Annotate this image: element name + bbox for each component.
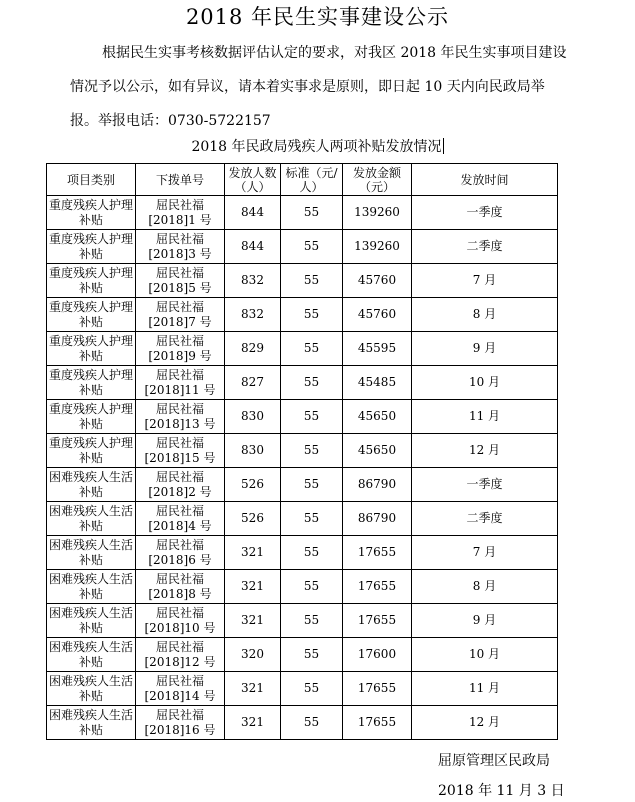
issuing-organization: 屈原管理区民政局 xyxy=(438,753,550,769)
cell-category: 困难残疾人生活补贴 xyxy=(47,604,136,638)
header-count: 发放人数（人） xyxy=(225,164,281,196)
cell-count: 832 xyxy=(225,298,281,332)
subsidy-table xyxy=(46,163,558,740)
cell-standard: 55 xyxy=(281,604,343,638)
cell-category: 重度残疾人护理补贴 xyxy=(47,400,136,434)
cell-doc-number: 屈民社福[2018]8 号 xyxy=(136,570,225,604)
header-standard: 标准（元/人） xyxy=(281,164,343,196)
cell-count: 827 xyxy=(225,366,281,400)
cell-time: 二季度 xyxy=(412,502,558,536)
table-subtitle xyxy=(0,138,635,156)
cell-category: 重度残疾人护理补贴 xyxy=(47,230,136,264)
cell-category: 重度残疾人护理补贴 xyxy=(47,264,136,298)
cell-time: 一季度 xyxy=(412,196,558,230)
cell-count: 830 xyxy=(225,434,281,468)
table-row xyxy=(47,366,558,400)
cell-amount: 45760 xyxy=(343,298,412,332)
cell-count: 829 xyxy=(225,332,281,366)
cell-count: 830 xyxy=(225,400,281,434)
cell-category: 困难残疾人生活补贴 xyxy=(47,468,136,502)
table-row xyxy=(47,638,558,672)
cell-standard: 55 xyxy=(281,264,343,298)
cell-time: 9 月 xyxy=(412,604,558,638)
cell-standard: 55 xyxy=(281,366,343,400)
table-row xyxy=(47,468,558,502)
cell-category: 重度残疾人护理补贴 xyxy=(47,332,136,366)
table-row xyxy=(47,434,558,468)
header-time: 发放时间 xyxy=(412,164,558,196)
cell-amount: 86790 xyxy=(343,468,412,502)
cell-count: 321 xyxy=(225,604,281,638)
cell-standard: 55 xyxy=(281,298,343,332)
intro-paragraph: 根据民生实事考核数据评估认定的要求，对我区 2018 年民生实事项目建设情况予以公示，如有异议，请本着实事求是原则，即日起 10 天内向民政局举报。举报电话：0730-5722157 xyxy=(70,45,567,129)
cell-time: 10 月 xyxy=(412,366,558,400)
cell-category: 困难残疾人生活补贴 xyxy=(47,502,136,536)
cell-amount: 17655 xyxy=(343,536,412,570)
cell-category: 困难残疾人生活补贴 xyxy=(47,570,136,604)
cell-standard: 55 xyxy=(281,400,343,434)
text-cursor xyxy=(443,138,444,154)
cell-amount: 17655 xyxy=(343,672,412,706)
cell-standard: 55 xyxy=(281,434,343,468)
cell-time: 12 月 xyxy=(412,706,558,740)
cell-time: 7 月 xyxy=(412,264,558,298)
cell-category: 困难残疾人生活补贴 xyxy=(47,706,136,740)
cell-doc-number: 屈民社福[2018]9 号 xyxy=(136,332,225,366)
cell-doc-number: 屈民社福[2018]15 号 xyxy=(136,434,225,468)
cell-time: 9 月 xyxy=(412,332,558,366)
cell-time: 一季度 xyxy=(412,468,558,502)
issue-date: 2018 年 11 月 3 日 xyxy=(438,783,565,799)
cell-amount: 86790 xyxy=(343,502,412,536)
cell-doc-number: 屈民社福[2018]11 号 xyxy=(136,366,225,400)
cell-amount: 17655 xyxy=(343,570,412,604)
cell-amount: 45760 xyxy=(343,264,412,298)
cell-count: 526 xyxy=(225,502,281,536)
header-category: 项目类别 xyxy=(47,164,136,196)
cell-amount: 45650 xyxy=(343,434,412,468)
cell-doc-number: 屈民社福[2018]14 号 xyxy=(136,672,225,706)
cell-doc-number: 屈民社福[2018]10 号 xyxy=(136,604,225,638)
cell-count: 844 xyxy=(225,230,281,264)
cell-doc-number: 屈民社福[2018]7 号 xyxy=(136,298,225,332)
cell-time: 11 月 xyxy=(412,400,558,434)
cell-standard: 55 xyxy=(281,570,343,604)
cell-time: 二季度 xyxy=(412,230,558,264)
cell-standard: 55 xyxy=(281,196,343,230)
cell-standard: 55 xyxy=(281,536,343,570)
cell-amount: 45485 xyxy=(343,366,412,400)
table-row xyxy=(47,570,558,604)
cell-doc-number: 屈民社福[2018]1 号 xyxy=(136,196,225,230)
cell-standard: 55 xyxy=(281,672,343,706)
cell-amount: 17655 xyxy=(343,604,412,638)
cell-count: 320 xyxy=(225,638,281,672)
cell-amount: 139260 xyxy=(343,196,412,230)
table-row xyxy=(47,332,558,366)
table-row xyxy=(47,230,558,264)
cell-standard: 55 xyxy=(281,468,343,502)
header-doc-number: 下拨单号 xyxy=(136,164,225,196)
page-title: 2018 年民生实事建设公示 xyxy=(185,5,450,29)
table-row xyxy=(47,264,558,298)
cell-doc-number: 屈民社福[2018]4 号 xyxy=(136,502,225,536)
table-row xyxy=(47,400,558,434)
header-amount: 发放金额（元） xyxy=(343,164,412,196)
table-body xyxy=(47,196,558,740)
cell-count: 832 xyxy=(225,264,281,298)
cell-doc-number: 屈民社福[2018]5 号 xyxy=(136,264,225,298)
cell-count: 526 xyxy=(225,468,281,502)
cell-category: 重度残疾人护理补贴 xyxy=(47,434,136,468)
table-row xyxy=(47,502,558,536)
cell-category: 困难残疾人生活补贴 xyxy=(47,672,136,706)
cell-category: 困难残疾人生活补贴 xyxy=(47,638,136,672)
cell-count: 844 xyxy=(225,196,281,230)
cell-category: 困难残疾人生活补贴 xyxy=(47,536,136,570)
cell-doc-number: 屈民社福[2018]3 号 xyxy=(136,230,225,264)
cell-count: 321 xyxy=(225,706,281,740)
cell-time: 8 月 xyxy=(412,570,558,604)
cell-count: 321 xyxy=(225,570,281,604)
cell-doc-number: 屈民社福[2018]2 号 xyxy=(136,468,225,502)
cell-standard: 55 xyxy=(281,332,343,366)
cell-time: 12 月 xyxy=(412,434,558,468)
table-row xyxy=(47,672,558,706)
cell-time: 8 月 xyxy=(412,298,558,332)
table-row xyxy=(47,196,558,230)
table-subtitle-text: 2018 年民政局残疾人两项补贴发放情况 xyxy=(191,139,442,155)
cell-time: 11 月 xyxy=(412,672,558,706)
cell-time: 7 月 xyxy=(412,536,558,570)
cell-amount: 17655 xyxy=(343,706,412,740)
cell-standard: 55 xyxy=(281,502,343,536)
cell-standard: 55 xyxy=(281,638,343,672)
cell-doc-number: 屈民社福[2018]6 号 xyxy=(136,536,225,570)
cell-count: 321 xyxy=(225,536,281,570)
table-row xyxy=(47,604,558,638)
cell-doc-number: 屈民社福[2018]13 号 xyxy=(136,400,225,434)
cell-doc-number: 屈民社福[2018]12 号 xyxy=(136,638,225,672)
cell-category: 重度残疾人护理补贴 xyxy=(47,366,136,400)
cell-amount: 45650 xyxy=(343,400,412,434)
cell-category: 重度残疾人护理补贴 xyxy=(47,298,136,332)
table-row xyxy=(47,536,558,570)
cell-category: 重度残疾人护理补贴 xyxy=(47,196,136,230)
cell-doc-number: 屈民社福[2018]16 号 xyxy=(136,706,225,740)
cell-count: 321 xyxy=(225,672,281,706)
table-header-row xyxy=(47,164,558,196)
cell-amount: 139260 xyxy=(343,230,412,264)
cell-standard: 55 xyxy=(281,706,343,740)
cell-time: 10 月 xyxy=(412,638,558,672)
cell-amount: 45595 xyxy=(343,332,412,366)
table-row xyxy=(47,706,558,740)
cell-standard: 55 xyxy=(281,230,343,264)
cell-amount: 17600 xyxy=(343,638,412,672)
table-row xyxy=(47,298,558,332)
